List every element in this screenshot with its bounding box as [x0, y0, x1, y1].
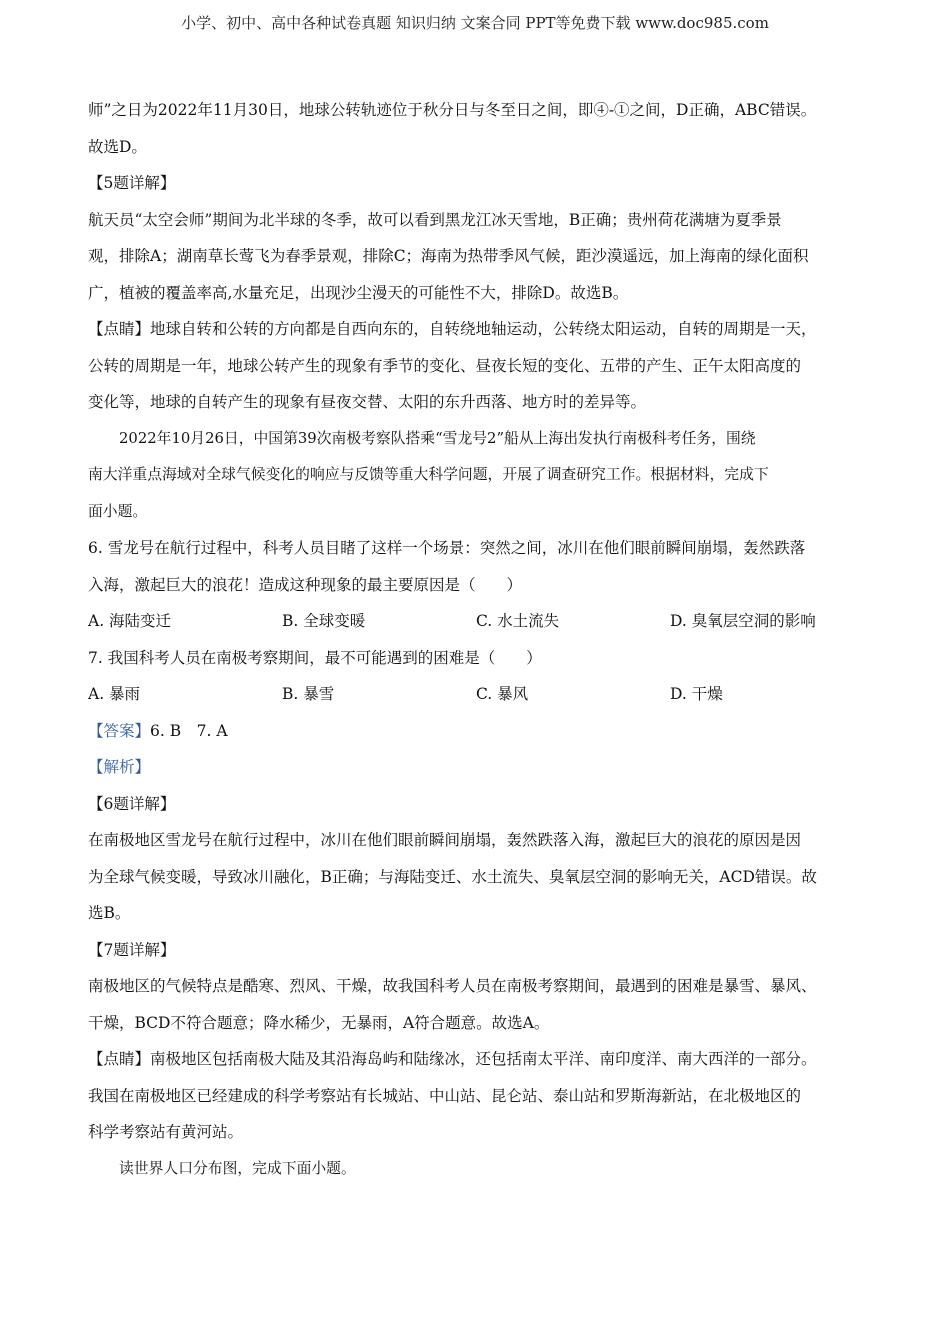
text-line: 为全球气候变暖，导致冰川融化，B正确；与海陆变迁、水土流失、臭氧层空洞的影响无关，ACD错误。故 [88, 867, 817, 886]
option-c: C. 水土流失 [476, 612, 560, 630]
document-body [88, 92, 888, 1187]
text-line: 选B。 [88, 904, 131, 922]
question-6-text: 6. 雪龙号在航行过程中，科考人员目睹了这样一个场景：突然之间，冰川在他们眼前瞬间崩塌，轰然跌落 [88, 539, 806, 557]
text-line: 干燥，BCD不符合题意；降水稀少，无暴雨，A符合题意。故选A。 [88, 1013, 550, 1032]
page-header: 小学、初中、高中各种试卷真题 知识归纳 文案合同 PPT等免费下载 www.doc985.com [181, 14, 769, 32]
passage-line: 2022年10月26日，中国第39次南极考察队搭乘“雪龙号2”船从上海出发执行南极科考任务，围绕 [119, 429, 756, 447]
option-b: B. 全球变暖 [282, 612, 366, 630]
option-d: D. 干燥 [670, 685, 723, 703]
passage-line: 南大洋重点海域对全球气候变化的响应与反馈等重大科学问题，开展了调查研究工作。根据材料，完成下 [88, 466, 769, 483]
question-7-text: 7. 我国科考人员在南极考察期间，最不可能遇到的困难是（ ） [88, 648, 542, 667]
section-heading: 【5题详解】 [88, 174, 176, 192]
question-6-options [88, 603, 888, 640]
text-line: 公转的周期是一年，地球公转产生的现象有季节的变化、昼夜长短的变化、五带的产生、正午太阳高度的 [88, 356, 802, 375]
passage-line: 面小题。 [88, 502, 148, 520]
option-a: A. 暴雨 [88, 685, 141, 703]
text-line: 变化等，地球的自转产生的现象有昼夜交替、太阳的东升西落、地方时的差异等。 [88, 393, 647, 411]
section-heading: 【6题详解】 [88, 794, 176, 813]
text-line: 科学考察站有黄河站。 [88, 1123, 244, 1141]
text-line: 【点睛】地球自转和公转的方向都是自西向东的，自转绕地轴运动，公转绕太阳运动，自转的周期是一天， [88, 320, 817, 338]
text-line: 观，排除A；湖南草长莺飞为春季景观，排除C；海南为热带季风气候，距沙漠遥远，加上海南的绿化面积 [88, 247, 809, 265]
option-c: C. 暴风 [476, 685, 529, 703]
option-b: B. 暴雪 [282, 685, 335, 703]
answer-label: 【答案】 [88, 721, 151, 740]
option-a: A. 海陆变迁 [88, 612, 172, 630]
analysis-label: 【解析】 [88, 758, 151, 776]
answer-value: 6. B 7. A [150, 721, 228, 740]
text-line: 故选D。 [88, 137, 147, 156]
text-line: 师”之日为2022年11月30日，地球公转轨迹位于秋分日与冬至日之间，即④-①之间，D正确，ABC错误。 [88, 101, 817, 119]
text-line: 广，植被的覆盖率高,水量充足，出现沙尘漫天的可能性不大，排除D。故选B。 [88, 283, 629, 302]
question-7-options [88, 676, 888, 713]
text-line: 在南极地区雪龙号在航行过程中，冰川在他们眼前瞬间崩塌，轰然跌落入海，激起巨大的浪花的原因是因 [88, 831, 802, 849]
answer-line [88, 713, 888, 750]
question-6-text: 入海，激起巨大的浪花！造成这种现象的最主要原因是（ ） [88, 575, 523, 594]
option-d: D. 臭氧层空洞的影响 [670, 612, 816, 630]
text-line: 我国在南极地区已经建成的科学考察站有长城站、中山站、昆仑站、泰山站和罗斯海新站，在北极地区的 [88, 1086, 802, 1105]
text-line: 航天员“太空会师”期间为北半球的冬季，故可以看到黑龙江冰天雪地，B正确；贵州荷花满塘为夏季景 [88, 210, 782, 229]
section-heading: 【7题详解】 [88, 940, 176, 959]
text-line: 南极地区的气候特点是酷寒、烈风、干燥，故我国科考人员在南极考察期间，最遇到的困难是暴雪、暴风、 [88, 977, 817, 995]
passage-line: 读世界人口分布图，完成下面小题。 [119, 1159, 356, 1177]
text-line: 【点睛】南极地区包括南极大陆及其沿海岛屿和陆缘冰，还包括南太平洋、南印度洋、南大西洋的一部分。 [88, 1050, 817, 1068]
